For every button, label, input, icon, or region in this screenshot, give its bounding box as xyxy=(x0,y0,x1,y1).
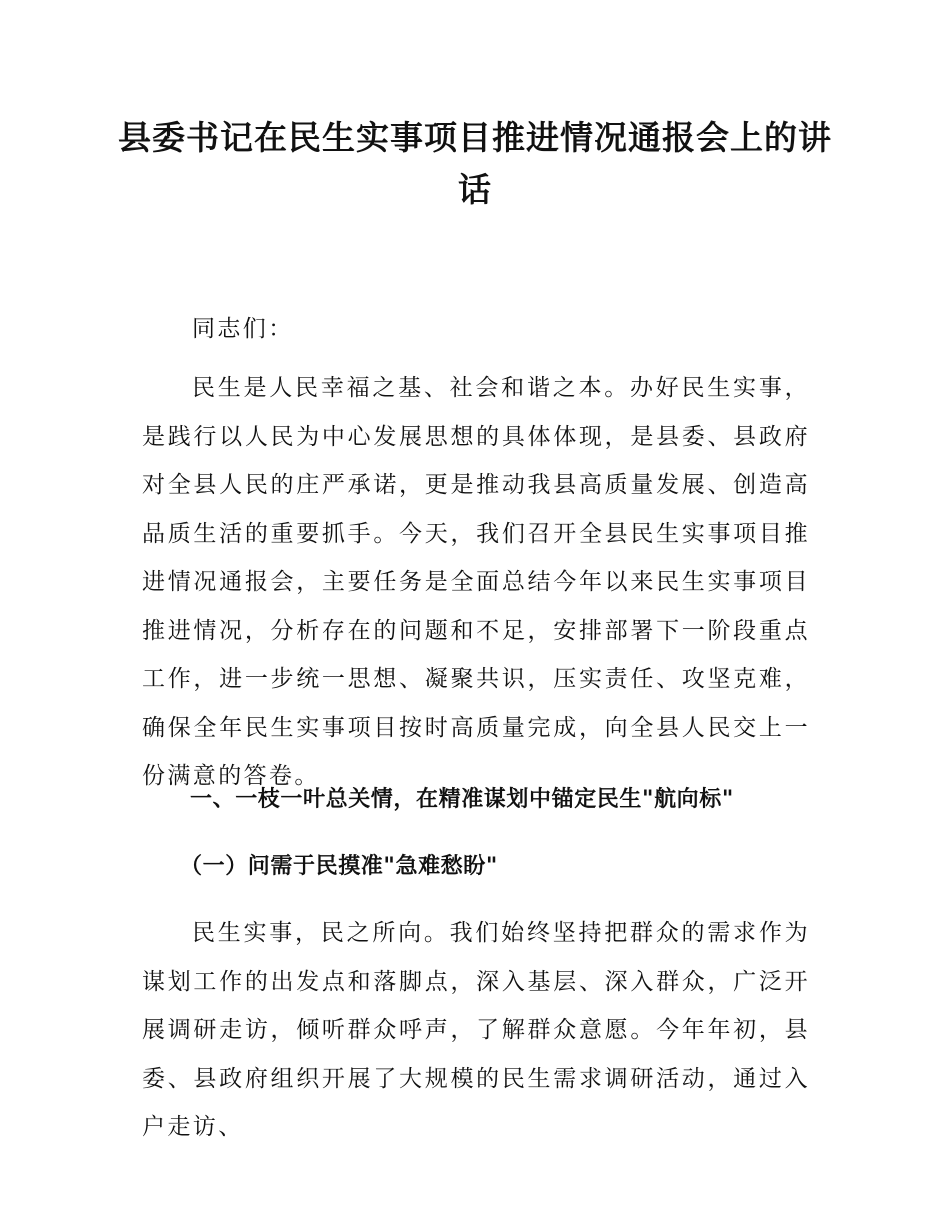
document-title: 县委书记在民生实事项目推进情况通报会上的讲话 xyxy=(118,118,832,209)
section-heading: 一、一枝一叶总关情，在精准谋划中锚定民生"航向标" xyxy=(190,787,734,812)
subsection-paragraph: 民生实事，民之所向。我们始终坚持把群众的需求作为谋划工作的出发点和落脚点，深入基层、深入群众，广泛开展调研走访，倾听群众呼声，了解群众意愿。今年年初，县委、县政府组织开展了大规模的民生需求调研活动，通过入户走访、 xyxy=(142,920,810,1140)
subsection-heading: （一）问需于民摸准"急难愁盼" xyxy=(180,854,498,879)
greeting: 同志们： xyxy=(192,316,294,342)
intro-paragraph: 民生是人民幸福之基、社会和谐之本。办好民生实事，是践行以人民为中心发展思想的具体体现，是县委、县政府对全县人民的庄严承诺，更是推动我县高质量发展、创造高品质生活的重要抓手。今天，我们召开全县民生实事项目推进情况通报会，主要任务是全面总结今年以来民生实事项目推进情况，分析存在的问题和不足，安排部署下一阶段重点工作，进一步统一思想、凝聚共识，压实责任、攻坚克难，确保全年民生实事项目按时高质量完成，向全县人民交上一份满意的答卷。 xyxy=(142,375,810,789)
